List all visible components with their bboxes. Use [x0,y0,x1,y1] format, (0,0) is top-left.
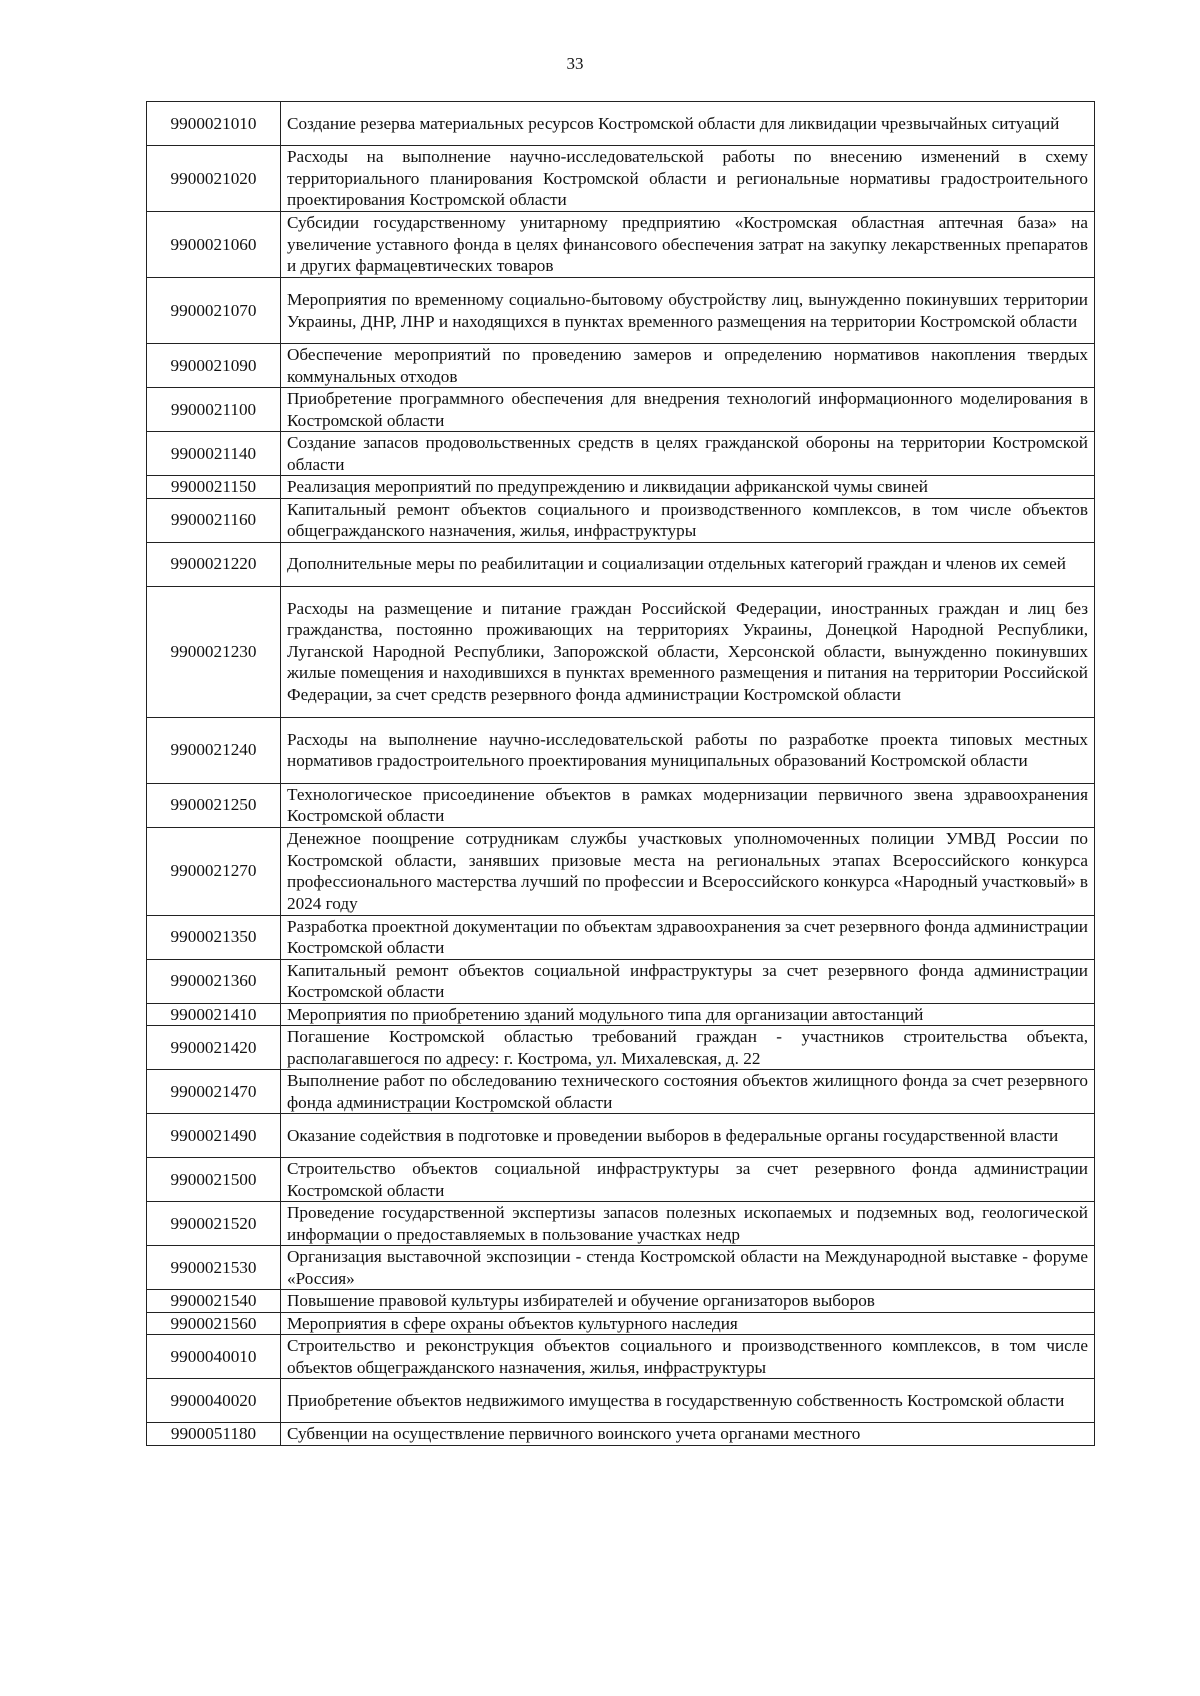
budget-code-cell: 9900021010 [147,102,281,146]
table-row [147,1312,1095,1335]
budget-code-cell: 9900021520 [147,1202,281,1246]
expense-description-cell: Субвенции на осуществление первичного воинского учета органами местного [281,1423,1095,1446]
expense-description-cell: Расходы на выполнение научно-исследовательской работы по разработке проекта типовых местных нормативов градостроительного проектирования муниципальных образований Костромской области [281,717,1095,783]
expense-description-cell: Субсидии государственному унитарному предприятию «Костромская областная аптечная база» на увеличение уставного фонда в целях финансового обеспечения затрат на закупку лекарственных препаратов и других фармацевтических товаров [281,212,1095,278]
budget-code-table [146,101,1095,1446]
budget-code-cell: 9900021410 [147,1003,281,1026]
expense-description-cell: Проведение государственной экспертизы запасов полезных ископаемых и подземных вод, геологической информации о предоставляемых в пользование участках недр [281,1202,1095,1246]
expense-description-cell: Погашение Костромской областью требований граждан - участников строительства объекта, располагавшегося по адресу: г. Кострома, ул. Михалевская, д. 22 [281,1026,1095,1070]
table-body [147,102,1095,1446]
budget-code-cell: 9900021150 [147,476,281,499]
budget-code-cell: 9900021350 [147,915,281,959]
table-row [147,1114,1095,1158]
table-row [147,212,1095,278]
table-row [147,432,1095,476]
expense-description-cell: Капитальный ремонт объектов социального и производственного комплексов, в том числе объектов общегражданского назначения, жилья, инфраструктуры [281,498,1095,542]
expense-description-cell: Строительство и реконструкция объектов социального и производственного комплексов, в том числе объектов общегражданского назначения, жилья, инфраструктуры [281,1335,1095,1379]
budget-code-cell: 9900021420 [147,1026,281,1070]
table-row [147,915,1095,959]
table-row [147,1423,1095,1446]
budget-code-cell: 9900021100 [147,388,281,432]
expense-description-cell: Повышение правовой культуры избирателей и обучение организаторов выборов [281,1290,1095,1313]
table-row [147,1246,1095,1290]
budget-code-cell: 9900021230 [147,586,281,717]
table-row [147,1202,1095,1246]
budget-code-cell: 9900021020 [147,146,281,212]
expense-description-cell: Реализация мероприятий по предупреждению и ликвидации африканской чумы свиней [281,476,1095,499]
table-row [147,146,1095,212]
expense-description-cell: Мероприятия в сфере охраны объектов культурного наследия [281,1312,1095,1335]
budget-code-cell: 9900021220 [147,542,281,586]
budget-code-cell: 9900021160 [147,498,281,542]
budget-code-cell: 9900021530 [147,1246,281,1290]
table-row [147,278,1095,344]
table-row [147,344,1095,388]
budget-code-cell: 9900051180 [147,1423,281,1446]
budget-code-cell: 9900021060 [147,212,281,278]
table-row [147,1070,1095,1114]
expense-description-cell: Расходы на размещение и питание граждан Российской Федерации, иностранных граждан и лиц без гражданства, постоянно проживающих на территориях Украины, Донецкой Народной Республики, Луганской Народной Республики, Запорожской области, Херсонской области, вынужденно покинувших жилые помещения и находившихся в пунктах временного размещения и питания на территории Российской Федерации, за счет средств резервного фонда администрации Костромской области [281,586,1095,717]
expense-description-cell: Капитальный ремонт объектов социальной инфраструктуры за счет резервного фонда администрации Костромской области [281,959,1095,1003]
table-row [147,586,1095,717]
expense-description-cell: Мероприятия по временному социально-бытовому обустройству лиц, вынужденно покинувших территории Украины, ДНР, ЛНР и находящихся в пунктах временного размещения на территории Костромской области [281,278,1095,344]
page-number: 33 [566,54,584,73]
budget-code-cell: 9900040020 [147,1379,281,1423]
budget-code-cell: 9900021140 [147,432,281,476]
expense-description-cell: Приобретение программного обеспечения для внедрения технологий информационного моделирования в Костромской области [281,388,1095,432]
table-row [147,1379,1095,1423]
budget-code-cell: 9900021240 [147,717,281,783]
budget-code-cell: 9900021270 [147,827,281,915]
budget-code-cell: 9900021360 [147,959,281,1003]
budget-code-cell: 9900021250 [147,783,281,827]
table-row [147,717,1095,783]
budget-code-cell: 9900021070 [147,278,281,344]
expense-description-cell: Создание запасов продовольственных средств в целях гражданской обороны на территории Костромской области [281,432,1095,476]
budget-code-cell: 9900021540 [147,1290,281,1313]
expense-description-cell: Расходы на выполнение научно-исследовательской работы по внесению изменений в схему территориального планирования Костромской области и региональные нормативы градостроительного проектирования Костромской области [281,146,1095,212]
table-row [147,1290,1095,1313]
expense-description-cell: Приобретение объектов недвижимого имущества в государственную собственность Костромской области [281,1379,1095,1423]
table-row [147,542,1095,586]
table-row [147,783,1095,827]
expense-description-cell: Технологическое присоединение объектов в рамках модернизации первичного звена здравоохранения Костромской области [281,783,1095,827]
table-row [147,498,1095,542]
table-row [147,1003,1095,1026]
budget-code-cell: 9900040010 [147,1335,281,1379]
expense-description-cell: Денежное поощрение сотрудникам службы участковых уполномоченных полиции УМВД России по Костромской области, занявших призовые места на региональных этапах Всероссийского конкурса профессионального мастерства лучший по профессии и Всероссийского конкурса «Народный участковый» в 2024 году [281,827,1095,915]
expense-description-cell: Обеспечение мероприятий по проведению замеров и определению нормативов накопления твердых коммунальных отходов [281,344,1095,388]
table-row [147,1335,1095,1379]
expense-description-cell: Строительство объектов социальной инфраструктуры за счет резервного фонда администрации Костромской области [281,1158,1095,1202]
expense-description-cell: Выполнение работ по обследованию технического состояния объектов жилищного фонда за счет резервного фонда администрации Костромской области [281,1070,1095,1114]
table-row [147,959,1095,1003]
expense-description-cell: Организация выставочной экспозиции - стенда Костромской области на Международной выставке - форуме «Россия» [281,1246,1095,1290]
table-row [147,827,1095,915]
expense-description-cell: Мероприятия по приобретению зданий модульного типа для организации автостанций [281,1003,1095,1026]
budget-code-cell: 9900021490 [147,1114,281,1158]
table-row [147,388,1095,432]
table-row [147,476,1095,499]
expense-description-cell: Оказание содействия в подготовке и проведении выборов в федеральные органы государственной власти [281,1114,1095,1158]
expense-description-cell: Дополнительные меры по реабилитации и социализации отдельных категорий граждан и членов их семей [281,542,1095,586]
expense-description-cell: Создание резерва материальных ресурсов Костромской области для ликвидации чрезвычайных ситуаций [281,102,1095,146]
budget-code-cell: 9900021560 [147,1312,281,1335]
table-row [147,1158,1095,1202]
table-row [147,1026,1095,1070]
budget-code-cell: 9900021090 [147,344,281,388]
expense-description-cell: Разработка проектной документации по объектам здравоохранения за счет резервного фонда администрации Костромской области [281,915,1095,959]
budget-code-cell: 9900021500 [147,1158,281,1202]
budget-code-cell: 9900021470 [147,1070,281,1114]
table-row [147,102,1095,146]
